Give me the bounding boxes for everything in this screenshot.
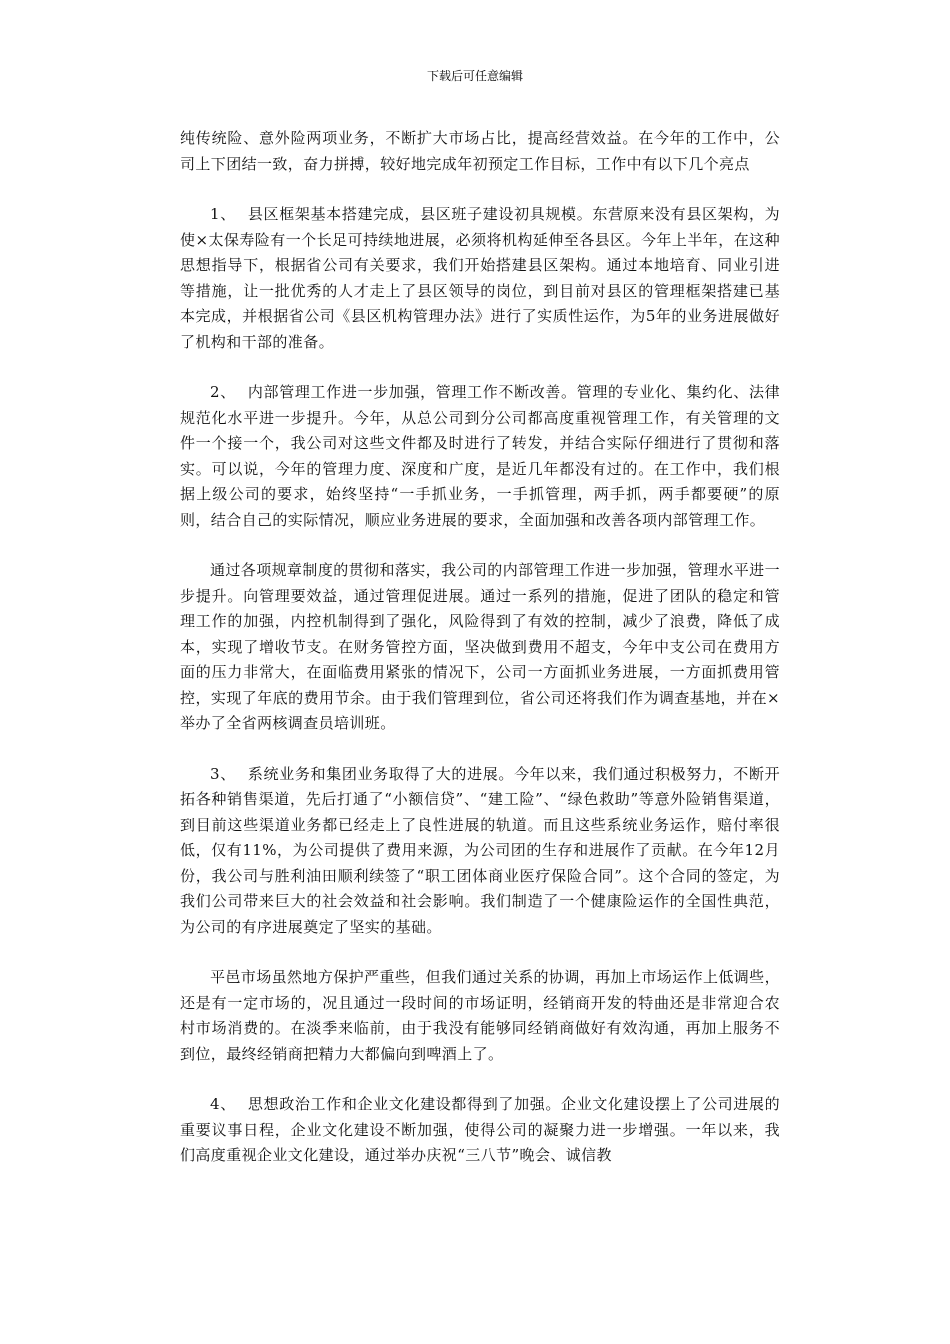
paragraph-text: 系统业务和集团业务取得了大的进展。今年以来，我们通过积极努力，不断开拓各种销售渠道，先后打通了“小额信贷”、“建工险”、“绿色救助”等意外险销售渠道，到目前这些渠道业务都已经走上了良性进展的轨道。而且这些系统业务运作，赔付率很低，仅有11%，为公司提供了费用来源，为公司团的生存和进展作了贡献。在今年12月份，我公司与胜利油田顺利续签了“职工团体商业医疗保险合同”。这个合同的签定，为我们公司带来巨大的社会效益和社会影响。我们制造了一个健康险运作的全国性典范，为公司的有序进展奠定了坚实的基础。 [180, 764, 781, 936]
paragraph-number: 1、 [210, 205, 236, 223]
paragraph-text: 纯传统险、意外险两项业务，不断扩大市场占比，提高经营效益。在今年的工作中，公司上下团结一致，奋力拼搏，较好地完成年初预定工作目标，工作中有以下几个亮点 [180, 129, 780, 173]
paragraph-item-2 [180, 380, 780, 533]
document-body [180, 126, 780, 1194]
paragraph-number: 2、 [210, 383, 236, 401]
paragraph-market [180, 965, 780, 1067]
paragraph-item-3 [180, 762, 780, 941]
paragraph-intro [180, 126, 780, 177]
paragraph-number: 3、 [210, 764, 236, 783]
paragraph-text: 县区框架基本搭建完成，县区班子建设初具规模。东营原来没有县区架构，为使×太保寿险有一个长足可持续地进展，必须将机构延伸至各县区。今年上半年，在这种思想指导下，根据省公司有关要求，我们开始搭建县区架构。通过本地培育、同业引进等措施，让一批优秀的人才走上了县区领导的岗位，到目前对县区的管理框架搭建已基本完成，并根据省公司《县区机构管理办法》进行了实质性运作，为5年的业务进展做好了机构和干部的准备。 [180, 205, 781, 351]
paragraph-number: 4、 [210, 1095, 236, 1113]
paragraph-text: 内部管理工作进一步加强，管理工作不断改善。管理的专业化、集约化、法律规范化水平进一步提升。今年，从总公司到分公司都高度重视管理工作，有关管理的文件一个接一个，我公司对这些文件都及时进行了转发，并结合实际仔细进行了贯彻和落实。可以说，今年的管理力度、深度和广度，是近几年都没有过的。在工作中，我们根据上级公司的要求，始终坚持“一手抓业务，一手抓管理，两手抓，两手都要硬”的原则，结合自己的实际情况，顺应业务进展的要求，全面加强和改善各项内部管理工作。 [180, 383, 781, 529]
paragraph-management [180, 558, 780, 737]
paragraph-text: 思想政治工作和企业文化建设都得到了加强。企业文化建设摆上了公司进展的重要议事日程，企业文化建设不断加强，使得公司的凝聚力进一步增强。一年以来，我们高度重视企业文化建设，通过举办庆祝“三八节”晚会、诚信教 [180, 1095, 781, 1164]
paragraph-item-1 [180, 202, 780, 355]
paragraph-text: 通过各项规章制度的贯彻和落实，我公司的内部管理工作进一步加强，管理水平进一步提升。向管理要效益，通过管理促进展。通过一系列的措施，促进了团队的稳定和管理工作的加强，内控机制得到了强化，风险得到了有效的控制，减少了浪费，降低了成本，实现了增收节支。在财务管控方面，坚决做到费用不超支，今年中支公司在费用方面的压力非常大，在面临费用紧张的情况下，公司一方面抓业务进展，一方面抓费用管控，实现了年底的费用节余。由于我们管理到位，省公司还将我们作为调查基地，并在×举办了全省两核调查员培训班。 [180, 561, 780, 732]
paragraph-text: 平邑市场虽然地方保护严重些，但我们通过关系的协调，再加上市场运作上低调些，还是有一定市场的，况且通过一段时间的市场证明，经销商开发的特曲还是非常迎合农村市场消费的。在淡季来临前，由于我没有能够同经销商做好有效沟通，再加上服务不到位，最终经销商把精力大都偏向到啤酒上了。 [180, 968, 780, 1063]
paragraph-item-4 [180, 1092, 780, 1169]
page-header: 下载后可任意编辑 [426, 69, 523, 83]
